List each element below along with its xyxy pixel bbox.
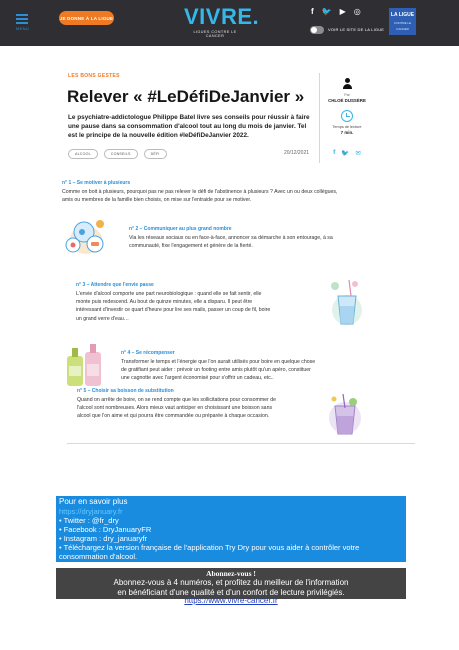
share-facebook-icon[interactable]: f [333, 149, 336, 156]
info-item-app: • Téléchargez la version française de l'application Try Dry pour vous aider à contrôler votre [59, 543, 360, 552]
social-links [311, 7, 361, 16]
more-info-title: Pour en savoir plus [59, 497, 128, 506]
tag-conseils[interactable]: CONSEILS [104, 149, 138, 159]
tag-alcool[interactable]: ALCOOL [68, 149, 98, 159]
step-2-body: Via les réseaux sociaux ou en face-à-face, annoncer sa démarche à son entourage, à sa communauté, fixe l'engagement et génère de la fierté. [129, 235, 333, 250]
article-tags [68, 149, 167, 159]
step-5-body: Quand on arrête de boire, on se rend compte que les sollicitations pour consommer de l'alcool sont nombreuses. Alors mieux vaut anticiper en choisissant une boisson sans alcool que l'on aime et qui pourra être commandée ou préparée à chaque occasion. [77, 397, 276, 420]
social-bubbles-illustration [60, 210, 112, 260]
reading-time-value: 7 min. [340, 130, 354, 135]
dryjanuary-link[interactable]: https://dryjanuary.fr [59, 507, 123, 516]
menu-button[interactable] [16, 14, 28, 31]
info-item-facebook: • Facebook : DryJanuaryFR [59, 525, 152, 534]
site-header [0, 0, 459, 46]
subscribe-line-1: Abonnez-vous à 4 numéros, et profitez du meilleur de l'information [113, 578, 349, 587]
donate-button[interactable]: JE DONNE À LA LIGUE [59, 11, 114, 25]
share-email-icon[interactable]: ✉ [355, 150, 361, 157]
author-icon [342, 78, 353, 89]
more-info-box [56, 496, 406, 562]
clock-icon [341, 110, 353, 122]
section-divider [67, 443, 415, 444]
instagram-icon[interactable]: ◎ [353, 7, 361, 16]
author-name[interactable]: CHLOÉ DUSSÈRE [328, 98, 366, 103]
step-4-body: Transformer le temps et l'énergie que l'on aurait utilisés pour boire en quelque chose de gratifiant peut aider : prévoir un footing entre amis plutôt qu'un apéro, constituer une cagnotte avec l'argent économisé pour s'offrir un cadeau, etc.. [121, 359, 316, 382]
author-prefix: Par [344, 93, 350, 97]
ligue-logo[interactable] [389, 8, 416, 35]
info-item-instagram: • Instagram : dry_januaryfr [59, 534, 148, 543]
info-item-app-continued: consommation d'alcool. [59, 552, 138, 561]
site-logo[interactable] [184, 4, 260, 38]
step-3-heading: n° 3 – Attendre que l'envie passe [76, 282, 154, 288]
step-5-heading: n° 5 – Choisir sa boisson de substitution [77, 388, 174, 394]
vivre-cancer-link[interactable]: https://www.vivre-cancer.fr [184, 596, 278, 605]
twitter-icon[interactable]: 🐦 [321, 7, 332, 16]
step-3-body: L'envie d'alcool comporte une part neurobiologique : quand elle se fait sentir, elle monte puis redescend. Au bout de quinze minutes, elle a disparu. Il peut être intéressant d'investir ce quart d'heure pour lire ses mails, passer un coup de fil, boire un grand verre d'eau… [76, 291, 271, 322]
article-meta [324, 73, 370, 157]
logo-wordmark: VIVRE. [184, 4, 260, 29]
facebook-icon[interactable]: f [311, 7, 314, 16]
info-item-twitter: • Twitter : @fr_dry [59, 516, 119, 525]
article-date: 20/12/2021 [284, 150, 310, 156]
ligue-logo-text: LA LIGUE [390, 12, 415, 18]
step-4-heading: n° 4 – Se récompenser [121, 350, 175, 356]
tag-defi[interactable]: DÉFI [144, 149, 167, 159]
hamburger-icon [16, 14, 28, 16]
youtube-icon[interactable]: ▶ [339, 7, 346, 16]
reading-time-label: Temps de lecture [332, 125, 362, 129]
step-1-body: Comme on boit à plusieurs, pourquoi pas ne pas relever le défi de l'abstinence à plusieurs ? Avec un ou deux collègues, amis ou membres de la famille bien choisis, on mise sur l'entraide pour se motiver. [62, 189, 338, 204]
step-1-heading: n° 1 – Se motiver à plusieurs [62, 180, 131, 186]
mocktail-illustration [323, 390, 367, 438]
menu-label: MENU [16, 26, 29, 31]
article-lede: Le psychiatre-addictologue Philippe Batel livre ses conseils pour réussir à faire une pause dans sa consommation d'alcool tout au long du mois de janvier. Tel est le principe de la nouvelle édition #leDéfiDeJanvier 2022. [68, 114, 310, 139]
divider [319, 73, 320, 163]
bottles-illustration [59, 338, 109, 390]
logo-tagline: LIGUES CONTRE LE CANCER [193, 30, 237, 38]
share-links [324, 149, 370, 157]
share-twitter-icon[interactable]: 🐦 [341, 150, 350, 157]
article-kicker: LES BONS GESTES [68, 73, 120, 79]
article-title: Relever « #LeDéfiDeJanvier » [67, 87, 305, 106]
ligue-logo-subtext: CONTRE LE CANCER [393, 21, 412, 31]
water-glass-illustration [325, 276, 367, 328]
subscribe-heading: Abonnez-vous ! [206, 569, 256, 578]
subscribe-line-2: en bénéficiant d'une qualité et d'un confort de lecture privilégiés. [117, 588, 345, 597]
view-ligue-site-link[interactable]: VOIR LE SITE DE LA LIGUE [328, 27, 385, 32]
step-2-heading: n° 2 – Communiquer au plus grand nombre [129, 226, 232, 232]
site-toggle[interactable] [310, 26, 324, 34]
subscribe-box [56, 568, 406, 599]
